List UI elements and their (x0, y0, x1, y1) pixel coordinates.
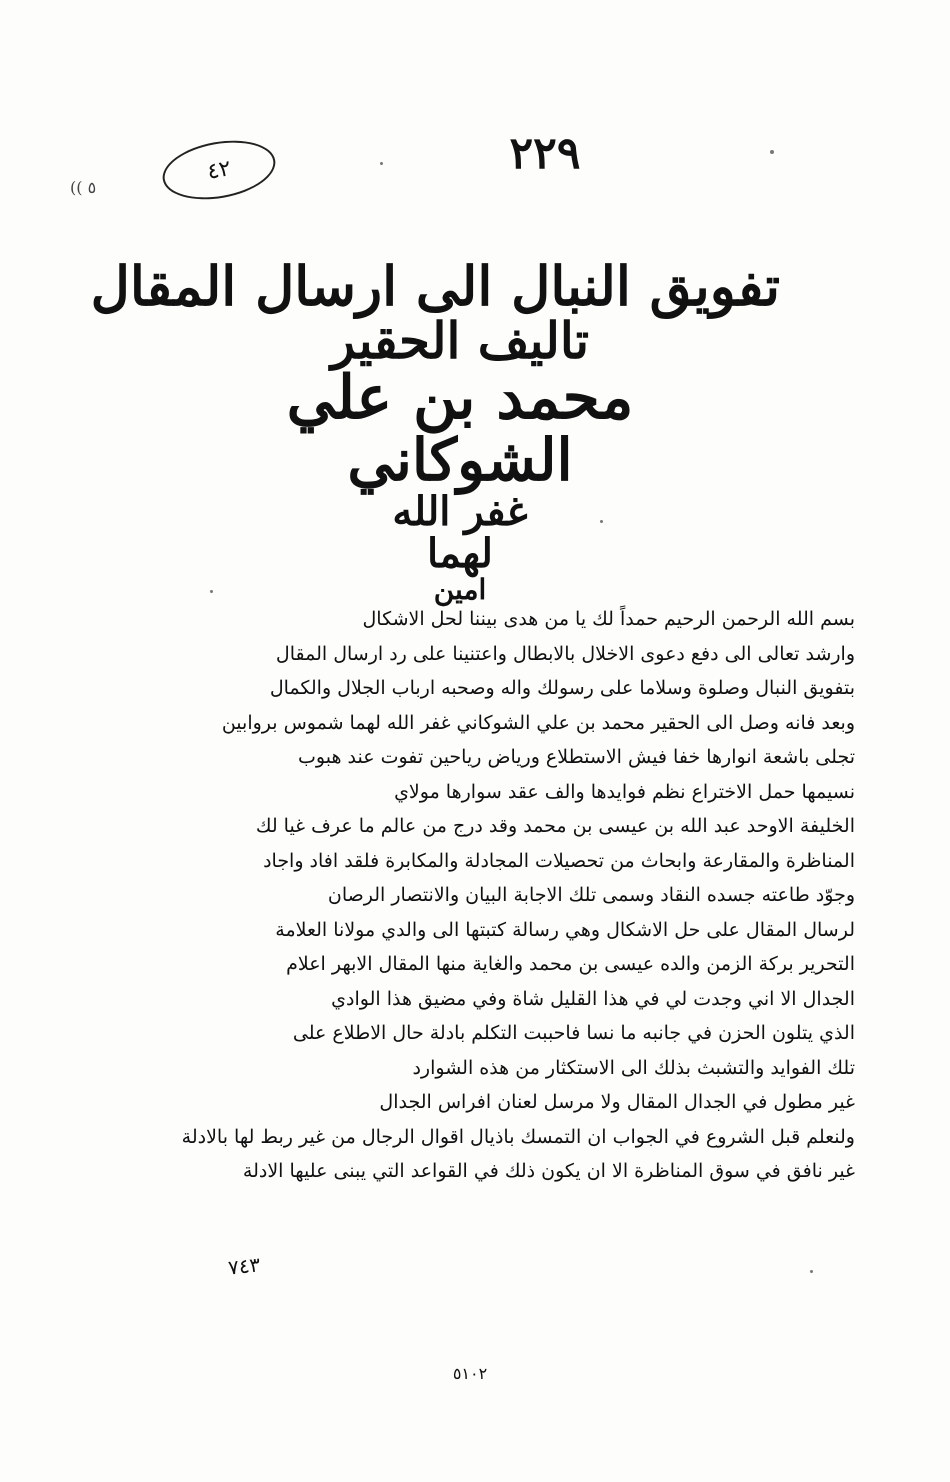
text-line: الجدال الا اني وجدت لي في هذا القليل شاة وفي مضيق هذا الوادي (331, 987, 855, 1010)
text-line: بتفويق النبال وصلوة وسلاما على رسولك واله وصحبه ارباب الجلال والكمال (269, 677, 855, 699)
text-line: نسيمها حمل الاختراع نظم فوايدها والف عقد سوارها مولاي (394, 780, 855, 803)
prayer-line: غفر الله (392, 488, 528, 536)
text-line: غير مطول في الجدال المقال ولا مرسل لعنان افراس الجدال (379, 1091, 855, 1113)
author-nisba-line: الشوكاني (347, 426, 573, 495)
text-line: بسم الله الرحمن الرحيم حمداً لك يا من هدى بيننا لحل الاشكال (362, 608, 855, 630)
text-line: الخليفة الاوحد عبد الله بن عيسى بن محمد وقد درج من عالم ما عرف غيا لك (255, 815, 855, 837)
text-line: المناظرة والمقارعة وابحاث من تحصيلات المجادلة والمكابرة فلقد افاد واجاد (263, 849, 855, 872)
footer-number: ٥١٠٢ (452, 1364, 488, 1383)
title-line: تفويق النبال الى ارسال المقال (90, 254, 780, 318)
author-credit-line: تاليف الحقير (330, 310, 589, 370)
manuscript-body (95, 602, 855, 1189)
text-line: ولنعلم قبل الشروع في الجواب ان التمسك باذيال اقوال الرجال من غير ربط لها بالادلة (181, 1125, 855, 1148)
text-line: وبعد فانه وصل الى الحقير محمد بن علي الشوكاني غفر الله لهما شموس بروابين (221, 711, 855, 734)
text-line: الذي يتلون الحزن في جانبه ما نسا فاحببت التكلم بادلة حال الاطلاع على (292, 1022, 855, 1044)
ink-speck (380, 162, 383, 165)
ink-speck (770, 150, 774, 154)
text-line: تجلى باشعة انوارها خفا فيش الاستطلاع ورياض رياحين تفوت عند هبوب (298, 746, 855, 768)
author-name-line: محمد بن علي (286, 363, 634, 434)
margin-mark: (( ٥ (70, 178, 97, 197)
folio-mark: ٧٤٣ (226, 1252, 262, 1280)
archive-stamp (158, 133, 280, 208)
text-line: غير نافق في سوق المناظرة الا ان يكون ذلك في القواعد التي يبنى عليها الادلة (242, 1160, 855, 1182)
page-number: ٢٢٩ (509, 128, 581, 179)
ink-speck (810, 1270, 813, 1273)
text-line: تلك الفوايد والتشبث بذلك الى الاستكثار من هذه الشوارد (412, 1056, 855, 1079)
text-line: وجوّد طاعته جسده النقاد وسمى تلك الاجابة البيان والانتصار الرصان (327, 884, 855, 906)
title-block (90, 254, 780, 607)
text-line: وارشد تعالى الى دفع دعوى الاخلال بالابطال واعتنينا على رد ارسال المقال (275, 642, 855, 665)
text-line: التحرير بركة الزمن والده عيسى بن محمد والغاية منها المقال الابهر اعلام (286, 953, 855, 975)
amen-line: امين (433, 573, 487, 607)
stamp-number: ٤٢ (205, 155, 233, 185)
prayer-line: لهما (427, 530, 493, 578)
text-line: لرسال المقال على حل الاشكال وهي رسالة كتبتها الى والدي مولانا العلامة (275, 918, 855, 941)
